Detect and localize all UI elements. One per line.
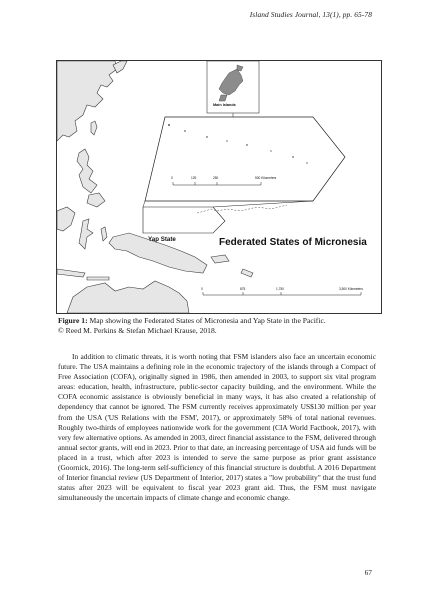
inset-scale-tick-0: 0	[171, 176, 173, 180]
figure-caption	[58, 316, 378, 337]
inset-scale-tick-2: 250	[213, 176, 219, 180]
main-islands-label: Main Islands	[213, 103, 236, 107]
new-britain	[211, 255, 229, 263]
main-scale-tick-1: 875	[240, 287, 246, 291]
body-paragraph: In addition to climatic threats, it is worth noting that FSM islanders also face an uncertain economic future. The USA maintains a defining role in the economic trajectory of the islands through a Compact of Free Association (COFA), originally signed in 1986, then amended in 2003, to support six vital program areas: education, health, infrastructure, public-sector capacity building, and the environment. While the COFA economic assistance is obviously beneficial in many ways, it has also created a relationship of dependency that cannot be ignored. The FSM currently receives approximately US$130 million per year from the USA ('US Relations with the FSM', 2017), or approximately 58% of total national revenues. Roughly two-thirds of employees nationwide work for the government (CIA World Factbook, 2017), with very few alternative options. As amended in 2003, direct financial assistance to the FSM, delivered through annual sector grants, will end in 2023. Prior to that date, an increasing percentage of USA aid funds will be placed in a trust, which after 2023 is intended to serve the same purpose as prior grant assistance (Goornick, 2016). The long-term self-sufficiency of this financial structure is doubtful. A 2016 Department of Interior financial review (US Department of Interior, 2017) states a "low probability" that the trust fund status after 2023 will be equivalent to fiscal year 2023 grant aid. Thus, the FSM must navigate simultaneously the uncertain impacts of climate change and economic change.	[58, 352, 376, 503]
caption-line-1: Map showing the Federated States of Micronesia and Yap State in the Pacific.	[87, 316, 326, 325]
callout-line-right	[213, 201, 313, 207]
journal-header: Island Studies Journal, 13(1), pp. 65-78	[249, 10, 372, 19]
sulawesi	[79, 219, 93, 249]
inset-scale-tick-1: 125	[191, 176, 197, 180]
map-figure	[56, 60, 382, 314]
philippines-south	[87, 193, 105, 207]
caption-lead: Figure 1:	[58, 316, 88, 325]
philippines	[77, 149, 97, 193]
main-scale-bar	[203, 292, 361, 295]
borneo	[57, 207, 75, 231]
page-number: 67	[364, 568, 372, 577]
fsm-label: Federated States of Micronesia	[219, 237, 367, 248]
caption-line-2: © Reed M. Perkins & Stefan Michael Krause, 2018.	[58, 326, 217, 336]
nusa-tenggara	[87, 277, 109, 280]
main-scale-tick-2: 1,750	[276, 287, 284, 291]
main-scale-tick-3: 3,500 Kilometers	[339, 287, 363, 291]
callout-frame	[145, 117, 345, 201]
inset-scale-tick-3: 500 Kilometers	[255, 176, 277, 180]
callout-line-left	[143, 201, 145, 207]
solomons	[241, 269, 253, 277]
yap-state-label: Yap State	[148, 236, 176, 243]
java	[57, 269, 85, 277]
taiwan	[91, 121, 97, 135]
map-graphic	[57, 61, 381, 313]
asia-mainland	[57, 61, 117, 141]
australia	[67, 281, 189, 313]
yap-state-frame	[143, 207, 225, 233]
main-scale-tick-0: 0	[201, 287, 203, 291]
moluccas	[101, 227, 107, 241]
